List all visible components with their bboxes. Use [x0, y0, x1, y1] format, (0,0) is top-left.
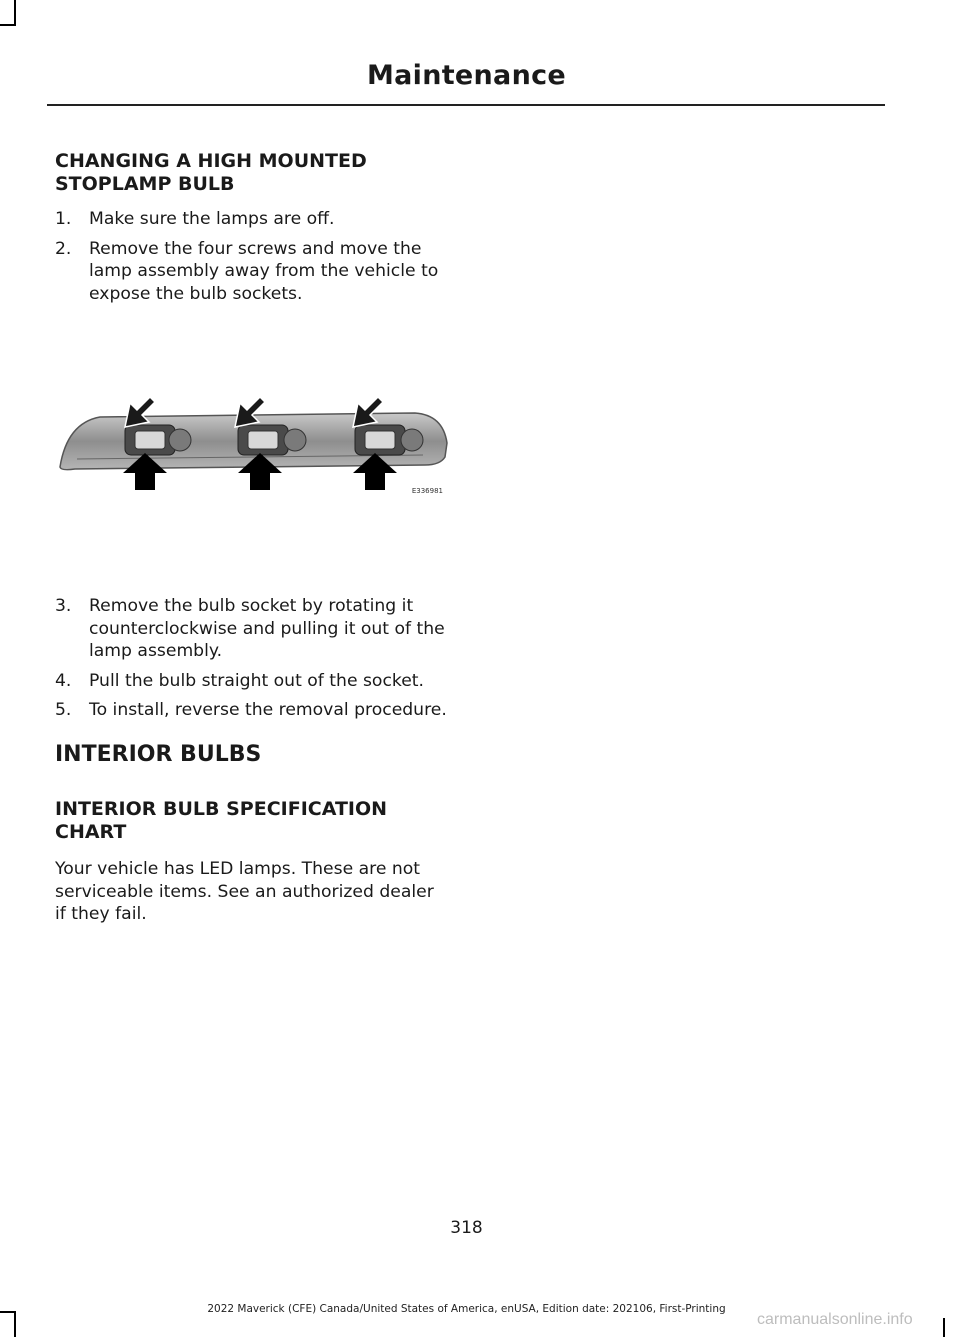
- high-mount-steps-continued: [55, 595, 450, 722]
- bulb-socket-middle: [238, 425, 306, 455]
- step-number: 4.: [55, 670, 72, 691]
- step-3: [55, 595, 450, 663]
- step-number: 5.: [55, 700, 72, 720]
- step-number: 1.: [55, 209, 72, 229]
- crop-mark-top-left-h: [0, 24, 16, 26]
- step-text: Remove the four screws and move the lamp assembly away from the vehicle to expose the bulb sockets.: [89, 238, 439, 304]
- crop-mark-top-left-v: [14, 0, 16, 26]
- step-text: To install, reverse the removal procedure.: [89, 700, 447, 720]
- interior-spec-chart-heading: INTERIOR BULB SPECIFICATION CHART: [55, 798, 388, 843]
- step-text: Remove the bulb socket by rotating it counterclockwise and pulling it out of the lamp assembly.: [89, 596, 445, 661]
- header-divider: [47, 104, 885, 106]
- page-number: 318: [450, 1218, 483, 1238]
- stoplamp-assembly-drawing: [55, 385, 450, 495]
- bulb-socket-right: [355, 425, 423, 455]
- step-text: Pull the bulb straight out of the socket.: [89, 670, 425, 691]
- stoplamp-illustration: [55, 385, 450, 495]
- figure-code: E336981: [411, 487, 443, 495]
- interior-led-paragraph: Your vehicle has LED lamps. These are not serviceable items. See an authorized dealer if they fail.: [55, 859, 434, 924]
- step-5: [55, 699, 450, 722]
- interior-bulbs-section: [55, 742, 450, 926]
- edition-line: 2022 Maverick (CFE) Canada/United States of America, enUSA, Edition date: 202106, First-Printing: [207, 1303, 726, 1315]
- crop-mark-bottom-right-v: [943, 1318, 945, 1337]
- step-2: [55, 238, 450, 306]
- interior-bulbs-heading: INTERIOR BULBS: [55, 742, 262, 767]
- step-1: [55, 208, 450, 231]
- bulb-socket-left: [125, 425, 191, 455]
- watermark: carmanualsonline.info: [757, 1311, 913, 1328]
- step-number: 2.: [55, 238, 72, 259]
- step-4: [55, 670, 450, 693]
- step-number: 3.: [55, 596, 72, 616]
- high-mount-heading: CHANGING A HIGH MOUNTED STOPLAMP BULB: [55, 150, 367, 195]
- step-text: Make sure the lamps are off.: [89, 209, 335, 229]
- page-header-title: Maintenance: [366, 60, 567, 91]
- high-mount-section: [55, 150, 450, 305]
